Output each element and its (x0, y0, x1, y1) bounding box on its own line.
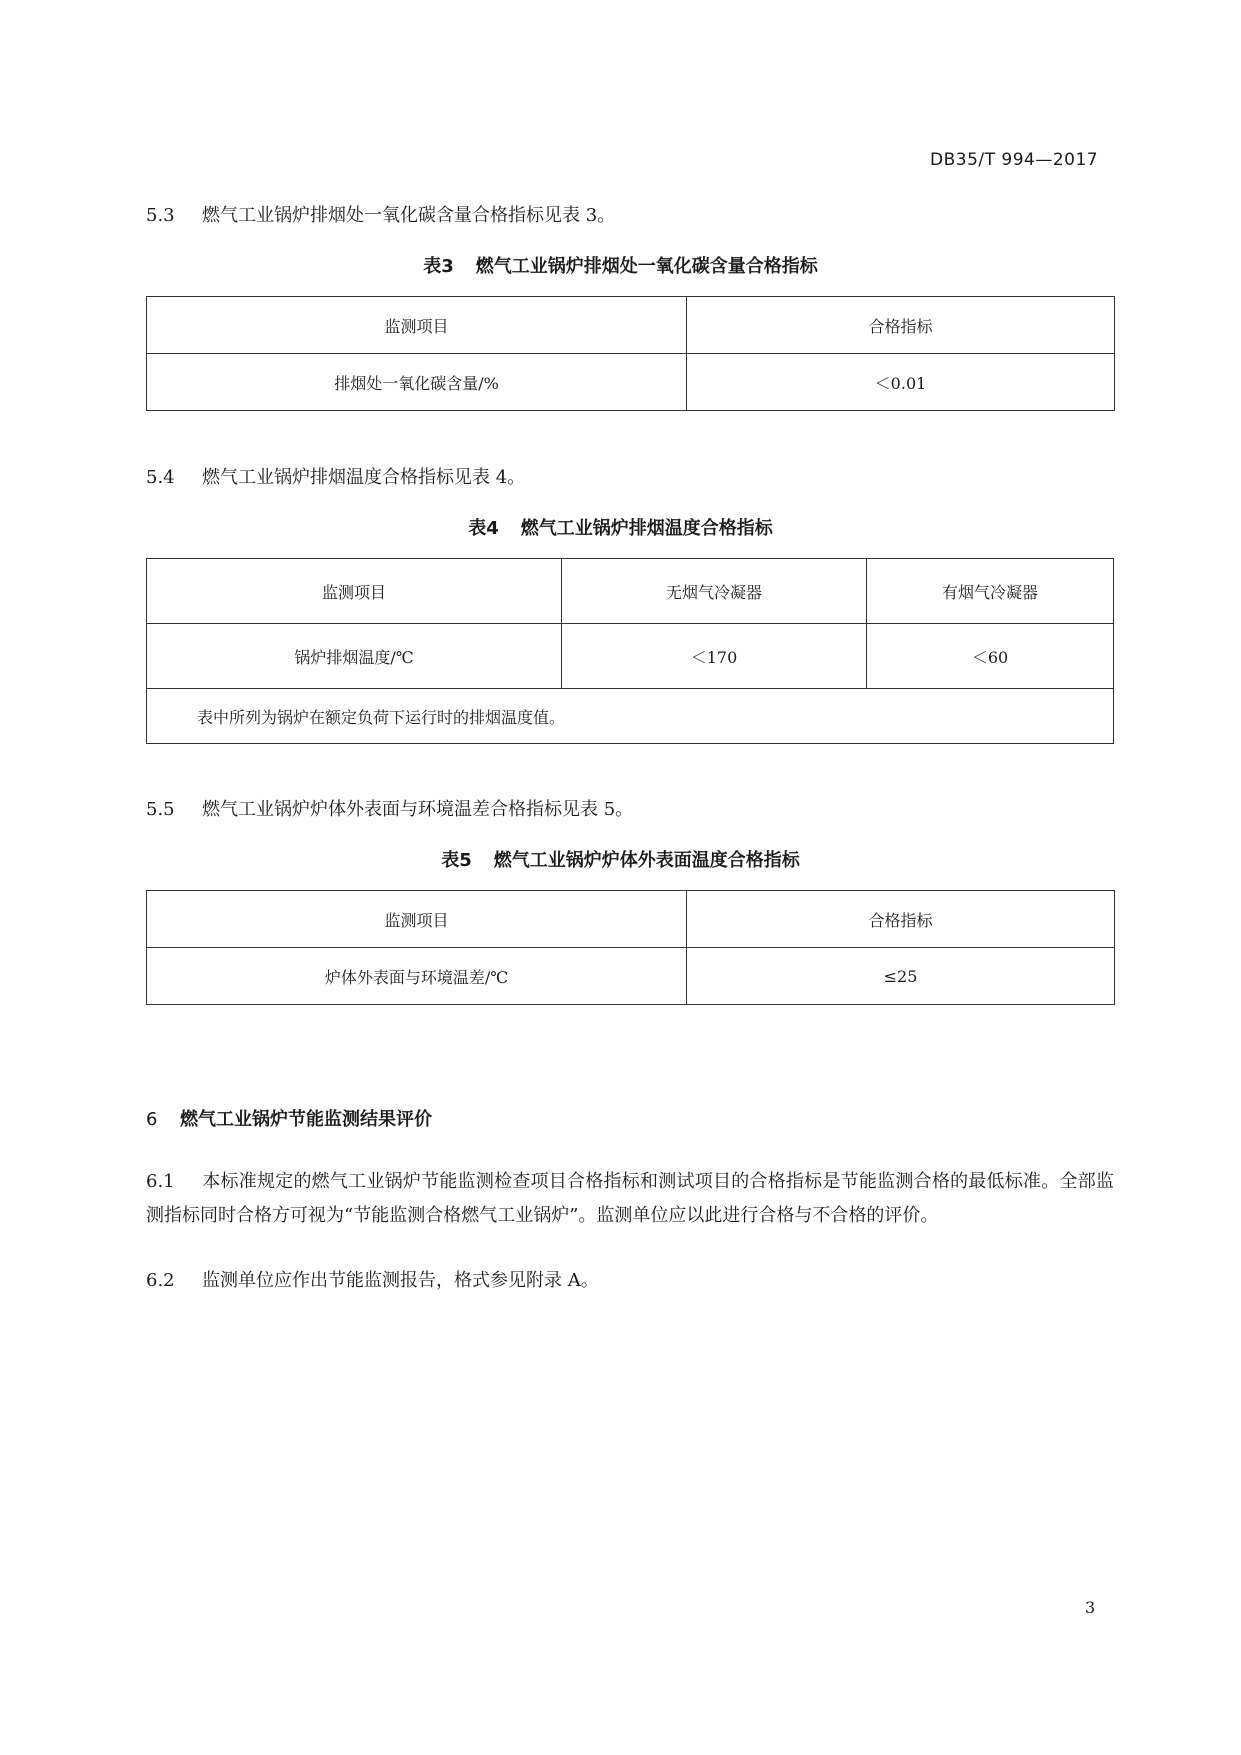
table-header-row (147, 559, 1114, 624)
clause-text: 燃气工业锅炉排烟温度合格指标见表 4。 (202, 467, 526, 488)
clause-5-4 (146, 465, 525, 491)
section-6-heading (146, 1105, 432, 1131)
table-4 (146, 558, 1114, 744)
clause-number: 5.3 (146, 205, 175, 226)
table-row (147, 354, 1115, 411)
header-cell: 监测项目 (147, 297, 687, 354)
clause-6-1 (146, 1165, 1114, 1233)
table-title: 燃气工业锅炉排烟处一氧化碳含量合格指标 (475, 256, 818, 277)
table-header-row (147, 891, 1115, 948)
clause-text: 本标准规定的燃气工业锅炉节能监测检查项目合格指标和测试项目的合格指标是节能监测合格的最低标准。全部监测指标同时合格方可视为“节能监测合格燃气工业锅炉”。监测单位应以此进行合格与不合格的评价。 (146, 1171, 1114, 1226)
header-cell: 无烟气冷凝器 (562, 559, 867, 624)
page-number: 3 (1085, 1598, 1096, 1617)
clause-number: 5.5 (146, 799, 175, 820)
clause-text: 燃气工业锅炉炉体外表面与环境温差合格指标见表 5。 (202, 799, 634, 820)
table-title: 燃气工业锅炉炉体外表面温度合格指标 (493, 850, 800, 871)
header-cell: 监测项目 (147, 559, 562, 624)
clause-text: 监测单位应作出节能监测报告，格式参见附录 A。 (202, 1270, 599, 1291)
table-header-row (147, 297, 1115, 354)
table-number: 表3 (423, 256, 454, 277)
document-code: DB35/T 994—2017 (930, 150, 1099, 170)
table-4-caption (0, 514, 1241, 540)
table-note-row (147, 689, 1114, 744)
header-cell: 监测项目 (147, 891, 687, 948)
header-cell: 合格指标 (687, 297, 1115, 354)
table-cell: ＜60 (867, 624, 1114, 689)
table-number: 表5 (441, 850, 472, 871)
table-cell: 炉体外表面与环境温差/℃ (147, 948, 687, 1005)
header-cell: 合格指标 (687, 891, 1115, 948)
table-cell: ＜0.01 (687, 354, 1115, 411)
table-cell: ≤25 (687, 948, 1115, 1005)
clause-5-3 (146, 203, 615, 229)
table-number: 表4 (468, 518, 499, 539)
table-note: 表中所列为锅炉在额定负荷下运行时的排烟温度值。 (147, 689, 1114, 744)
table-cell: 排烟处一氧化碳含量/% (147, 354, 687, 411)
clause-number: 5.4 (146, 467, 175, 488)
section-title: 燃气工业锅炉节能监测结果评价 (180, 1109, 432, 1130)
table-cell: 锅炉排烟温度/℃ (147, 624, 562, 689)
clause-text: 燃气工业锅炉排烟处一氧化碳含量合格指标见表 3。 (202, 205, 616, 226)
table-cell: ＜170 (562, 624, 867, 689)
clause-6-2 (146, 1268, 599, 1294)
table-5 (146, 890, 1115, 1005)
table-3-caption (0, 252, 1241, 278)
table-3 (146, 296, 1115, 411)
table-row (147, 624, 1114, 689)
section-number: 6 (146, 1109, 158, 1130)
header-cell: 有烟气冷凝器 (867, 559, 1114, 624)
table-title: 燃气工业锅炉排烟温度合格指标 (520, 518, 773, 539)
clause-number: 6.1 (146, 1171, 175, 1192)
clause-5-5 (146, 797, 633, 823)
table-row (147, 948, 1115, 1005)
clause-number: 6.2 (146, 1270, 175, 1291)
table-5-caption (0, 846, 1241, 872)
